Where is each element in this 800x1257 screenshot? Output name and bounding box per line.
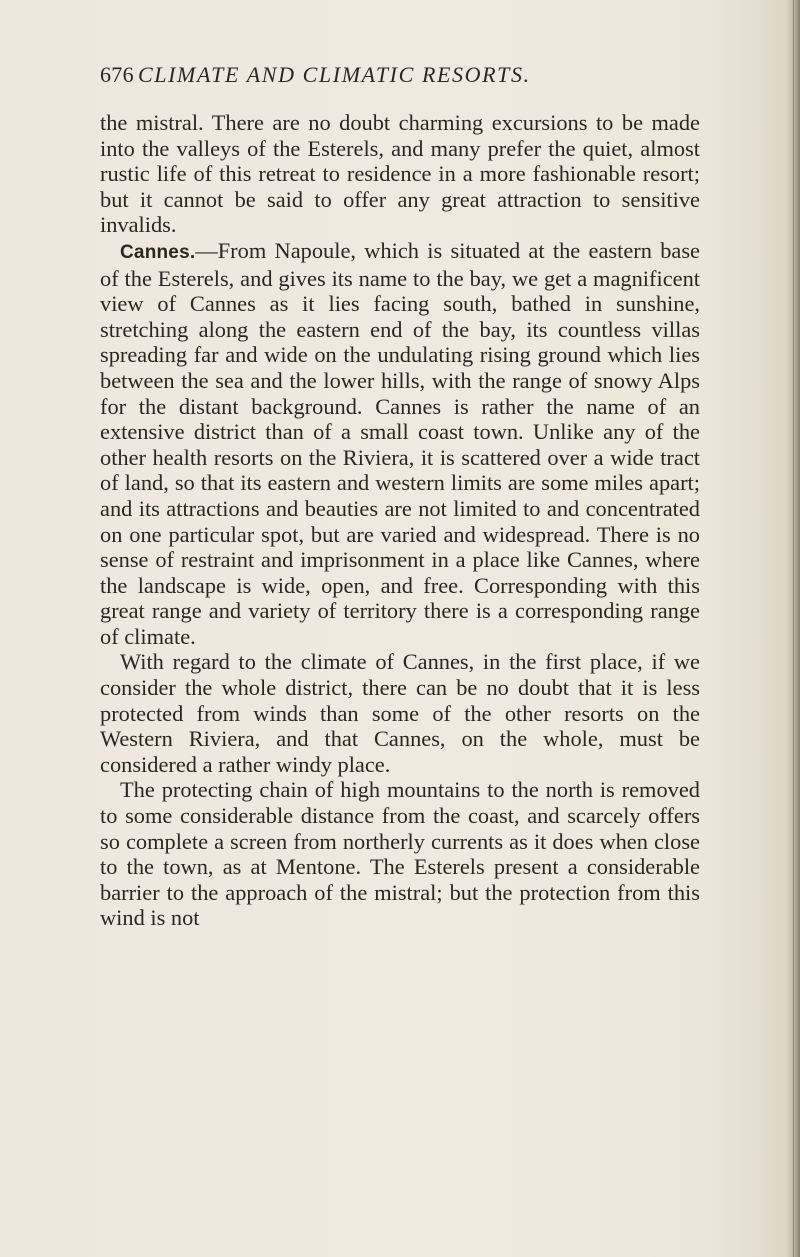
page-number: 676: [100, 62, 134, 87]
paragraph: [100, 238, 700, 650]
running-title: CLIMATE AND CLIMATIC RESORTS.: [138, 62, 531, 87]
section-heading: Cannes.: [120, 241, 196, 263]
paragraph-text: —From Napoule, which is situated at the eastern base of the Esterels, and gives its name to the bay, we get a magnificent view of Cannes as it lies facing south, bathed in sunshine, stretching along the eastern end of the bay, its countless villas spreading far and wide on the undulating rising ground which lies between the sea and the lower hills, with the range of snowy Alps for the distant background. Cannes is rather the name of an extensive district than of a small coast town. Unlike any of the other health resorts on the Riviera, it is scattered over a wide tract of land, so that its eastern and western limits are some miles apart; and its attractions and beauties are not limited to and concentrated on one particular spot, but are varied and widespread. There is no sense of restraint and imprisonment in a place like Cannes, where the landscape is wide, open, and free. Corresponding with this great range and variety of territory there is a corresponding range of climate.: [100, 237, 700, 649]
body-text: [100, 110, 700, 931]
page-edge-line: [793, 0, 794, 1257]
paragraph: The protecting chain of high mountains to the north is removed to some considerable distance from the coast, and scarcely offers so complete a screen from northerly currents as it does when close to the town, as at Mentone. The Esterels present a considerable barrier to the approach of the mistral; but the protection from this wind is not: [100, 777, 700, 931]
running-header: [100, 62, 720, 90]
paragraph: the mistral. There are no doubt charming excursions to be made into the valleys of the Esterels, and many prefer the quiet, almost rustic life of this retreat to residence in a more fashionable resort; but it cannot be said to offer any great attraction to sensitive invalids.: [100, 110, 700, 238]
paragraph: With regard to the climate of Cannes, in the first place, if we consider the whole district, there can be no doubt that it is less protected from winds than some of the other resorts on the Western Riviera, and that Cannes, on the whole, must be considered a rather windy place.: [100, 649, 700, 777]
